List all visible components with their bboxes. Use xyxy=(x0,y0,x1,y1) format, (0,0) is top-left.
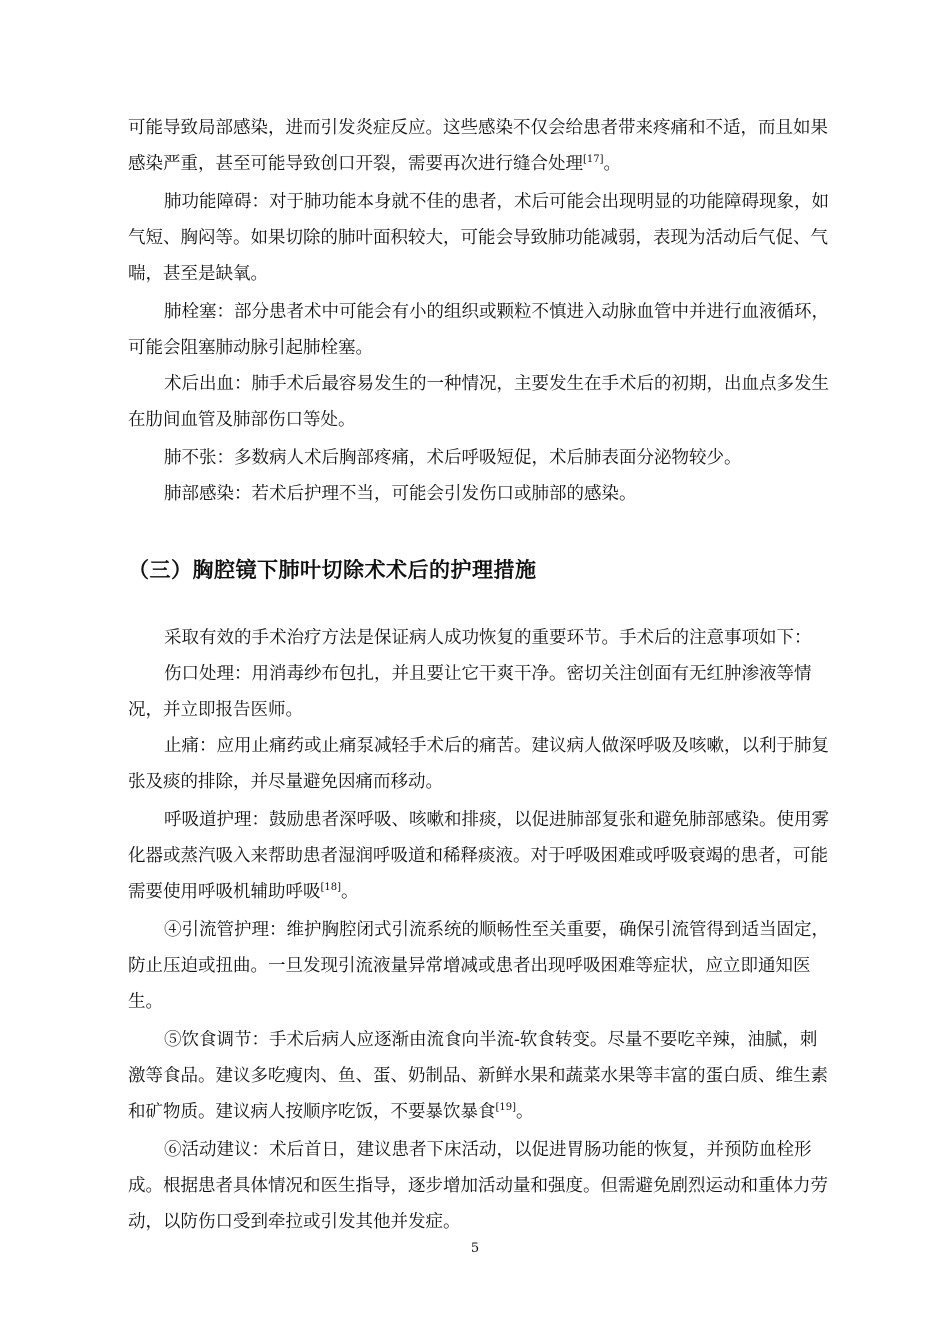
section-heading: （三）胸腔镜下肺叶切除术术后的护理措施 xyxy=(128,558,537,582)
paragraph-atelectasis: 肺不张：多数病人术后胸部疼痛，术后呼吸短促，术后肺表面分泌物较少。 xyxy=(164,448,742,468)
paragraph-activity: ⑥活动建议：术后首日，建议患者下床活动，以促进胃肠功能的恢复，并预防血栓形成。根据患者具体情况和医生指导，逐步增加活动量和强度。但需避免剧烈运动和重体力劳动，以防伤口受到牵拉或引发其他并发症。 xyxy=(128,1140,828,1232)
paragraph-postop-bleeding: 术后出血：肺手术后最容易发生的一种情况，主要发生在手术后的初期，出血点多发生在肋间血管及肺部伤口等处。 xyxy=(128,374,829,430)
paragraph-pain-relief: 止痛：应用止痛药或止痛泵减轻手术后的痛苦。建议病人做深呼吸及咳嗽，以利于肺复张及痰的排除，并尽量避免因痛而移动。 xyxy=(128,736,829,792)
paragraph-airway-care: 呼吸道护理：鼓励患者深呼吸、咳嗽和排痰，以促进肺部复张和避免肺部感染。使用雾化器或蒸汽吸入来帮助患者湿润呼吸道和稀释痰液。对于呼吸困难或呼吸衰竭的患者，可能需要使用呼吸机辅助呼吸[18]。 xyxy=(128,810,829,902)
paragraph-intro: 采取有效的手术治疗方法是保证病人成功恢复的重要环节。手术后的注意事项如下： xyxy=(164,628,812,648)
page-number: 5 xyxy=(470,1241,480,1256)
citation-19[interactable]: [19] xyxy=(495,1102,517,1113)
paragraph-lung-infection: 肺部感染：若术后护理不当，可能会引发伤口或肺部的感染。 xyxy=(164,484,637,504)
paragraph-diet: ⑤饮食调节：手术后病人应逐渐由流食向半流-软食转变。尽量不要吃辛辣，油腻，刺激等食品。建议多吃瘦肉、鱼、蛋、奶制品、新鲜水果和蔬菜水果等丰富的蛋白质、维生素和矿物质。建议病人按顺序吃饭，不要暴饮暴食[19]。 xyxy=(128,1030,828,1122)
citation-17[interactable]: [17] xyxy=(583,154,604,165)
paragraph-drainage-care: ④引流管护理：维护胸腔闭式引流系统的顺畅性至关重要，确保引流管得到适当固定，防止压迫或扭曲。一旦发现引流液量异常增减或患者出现呼吸困难等症状，应立即通知医生。 xyxy=(128,920,829,1012)
paragraph-pulmonary-embolism: 肺栓塞：部分患者术中可能会有小的组织或颗粒不慎进入动脉血管中并进行血液循环，可能会阻塞肺动脉引起肺栓塞。 xyxy=(128,302,829,358)
paragraph-infection-continued: 可能导致局部感染，进而引发炎症反应。这些感染不仅会给患者带来疼痛和不适，而且如果感染严重，甚至可能导致创口开裂，需要再次进行缝合处理[17]。 xyxy=(128,118,828,174)
paragraph-wound-care: 伤口处理：用消毒纱布包扎，并且要让它干爽干净。密切关注创面有无红肿渗液等情况，并立即报告医师。 xyxy=(128,664,812,720)
paragraph-lung-dysfunction: 肺功能障碍：对于肺功能本身就不佳的患者，术后可能会出现明显的功能障碍现象，如气短、胸闷等。如果切除的肺叶面积较大，可能会导致肺功能减弱，表现为活动后气促、气喘，甚至是缺氧。 xyxy=(128,192,829,284)
citation-18[interactable]: [18] xyxy=(320,882,342,893)
